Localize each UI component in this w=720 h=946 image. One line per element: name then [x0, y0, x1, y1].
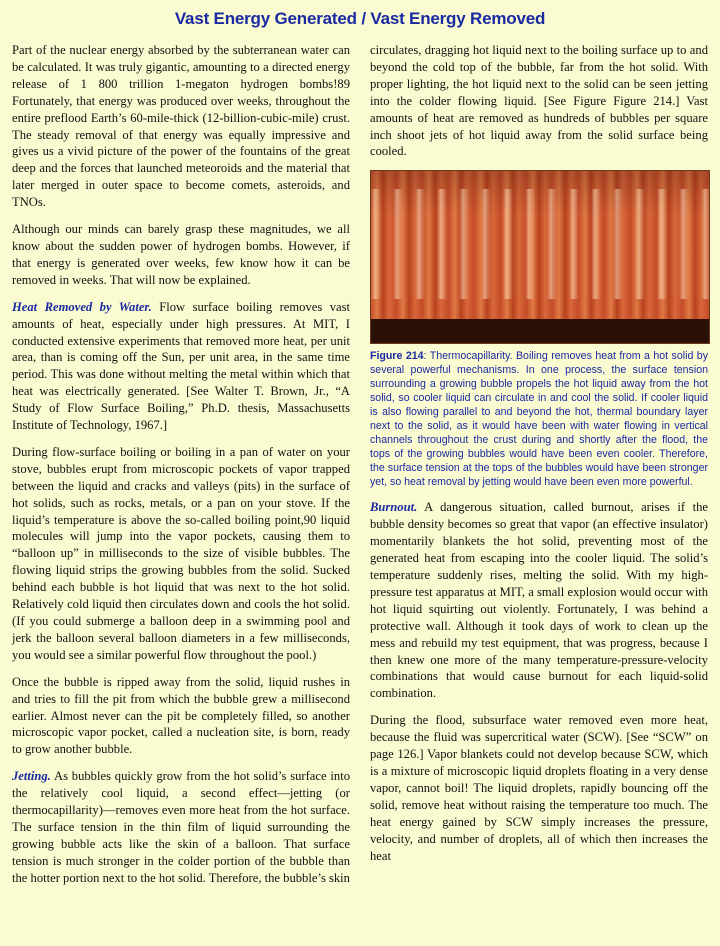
left-column	[12, 42, 350, 897]
thermocapillarity-photo	[370, 170, 710, 344]
jetting-streaks	[371, 189, 709, 299]
jetting-text: As bubbles quickly grow from the hot solid’s surface into the relatively cool liquid, a second effect—jetting (or thermocapillarity)—removes even more heat from the hot surface. The surface tension in the thin film of liquid surrounding the growing bubble acts like the skin of a balloon. That surface tension is much stronger in the colder portion of the bubble than the hotter portion next to the hot solid. Therefore, the bubble’s skin	[12, 769, 350, 885]
paragraph-heat-removed	[12, 299, 350, 434]
paragraph-scw: During the flood, subsurface water removed even more heat, because the fluid was supercritical water (SCW). [See “SCW” on page 126.] Vapor blankets could not develop because SCW, which is a mixture of microscopic liquid droplets floating in a very dense vapor, cannot boil! The liquid droplets, rapidly bouncing off the solid, remove heat without raising the temperature too much. The heat energy gained by SCW simply increases the pressure, velocity, and number of droplets, all of which then increases the heat	[370, 713, 708, 863]
right-column	[370, 42, 708, 874]
page-header	[0, 0, 720, 38]
page-title: Vast Energy Generated / Vast Energy Removed	[174, 9, 546, 28]
figure-label: Figure 214	[370, 350, 424, 363]
heading-heat-removed: Heat Removed by Water.	[12, 299, 152, 314]
paragraph-circulates: circulates, dragging hot liquid next to the boiling surface up to and beyond the cold top of the bubble, far from the hot solid. With proper lighting, the hot liquid next to the solid can be seen jetting into the colder flowing liquid. [See Figure Figure 214.] Vast amounts of heat are removed as hundreds of bubbles per square inch shoot jets of hot liquid away from the solid surface being cooled.	[370, 43, 708, 159]
heading-jetting: Jetting.	[12, 769, 51, 784]
heading-burnout: Burnout.	[370, 500, 418, 515]
paragraph-magnitudes: Although our minds can barely grasp these magnitudes, we all know about the sudden power of hydrogen bombs. However, if that energy is generated over weeks, few know how it can be removed in weeks. That will now be explained.	[12, 222, 350, 287]
paragraph-jetting	[12, 768, 350, 886]
paragraph-burnout	[370, 499, 708, 702]
heat-removed-text: Flow surface boiling removes vast amounts of heat, especially under high pressures. At MIT, I conducted extensive experiments that removed more heat, per unit area, than is coming off the Sun, per unit area, in the same time period. This was done without melting the metal within which that heat was electrically generated. [See Walter T. Brown, Jr., “A Study of Flow Surface Boiling,” Ph.D. thesis, Massachusetts Institute of Technology, 1967.]	[12, 299, 350, 433]
paragraph-nucleation: Once the bubble is ripped away from the solid, liquid rushes in and tries to fill the pit from which the bubble grew a millisecond earlier. Almost never can the pit be completely filled, so another microscopic vapor pocket, called a nucleation site, is born, ready to grow another bubble.	[12, 674, 350, 757]
figure-caption	[370, 350, 708, 489]
paragraph-boiling: During flow-surface boiling or boiling in a pan of water on your stove, bubbles erupt from microscopic pockets of vapor trapped between the liquid and cracks and valleys (pits) in the surface of hot solids, such as rocks, metals, or a pan on your stove. If the liquid’s temperature is above the so-called boiling point,90 liquid molecules will jump into the vapor pockets, causing them to “balloon up” in milliseconds to the size of visible bubbles. The flowing liquid strips the growing bubbles from the solid. Sucked behind each bubble is hot liquid that was next to the hot solid. Relatively cold liquid then circulates down and cools the hot solid. (If you could submerge a balloon deep in a swimming pool and jerk the balloon several balloon diameters in a few milliseconds, you would see a similar powerful flow throughout the pool.)	[12, 444, 350, 662]
hot-solid-surface	[371, 319, 709, 343]
burnout-text: A dangerous situation, called burnout, arises if the bubble density becomes so great that vapor (an effective insulator) momentarily blankets the hot solid, preventing most of the generated heat from escaping into the cooler liquid. The solid’s temperature suddenly rises, melting the solid. With my high-pressure test apparatus at MIT, a small explosion would occur with hot liquid squirting out violently. Fortunately, I was behind a protective wall. Although it took days of work to clean up the mess and rebuild my test equipment, that was progress, because I then knew one more of the many temperature-pressure-velocity combinations that would cause burnout for each liquid-solid combination.	[370, 500, 708, 701]
caption-text: : Thermocapillarity. Boiling removes heat from a hot solid by several powerful mechanisms. In one process, the surface tension surrounding a growing bubble propels the hot liquid away from the hot solid, so cooler liquid can circulate in and cool the solid. If cooler liquid is also flowing parallel to and beyond the hot, thermal boundary layer next to the solid, as it would have been with water flowing in vertical channels throughout the crust during and shortly after the flood, the tops of the growing bubbles would have been even cooler. Therefore, the surface tension at the tops of the bubbles would have been stronger yet, so heat removal by jetting would have been even more powerful.	[370, 350, 708, 488]
paragraph-nuclear-energy: Part of the nuclear energy absorbed by the subterranean water can be calculated. It was truly gigantic, amounting to a directed energy release of 1 800 trillion 1-megaton hydrogen bombs!89 Fortunately, that energy was produced over weeks, throughout the entire preflood Earth’s 60-mile-thick (12-billion-cubic-mile) crust. The steady removal of that energy was equally impressive and gives us a vivid picture of the power of the fountains of the great deep and the forces that launched meteoroids and the material that later merged in outer space to become comets, asteroids, and TNOs.	[12, 43, 350, 210]
